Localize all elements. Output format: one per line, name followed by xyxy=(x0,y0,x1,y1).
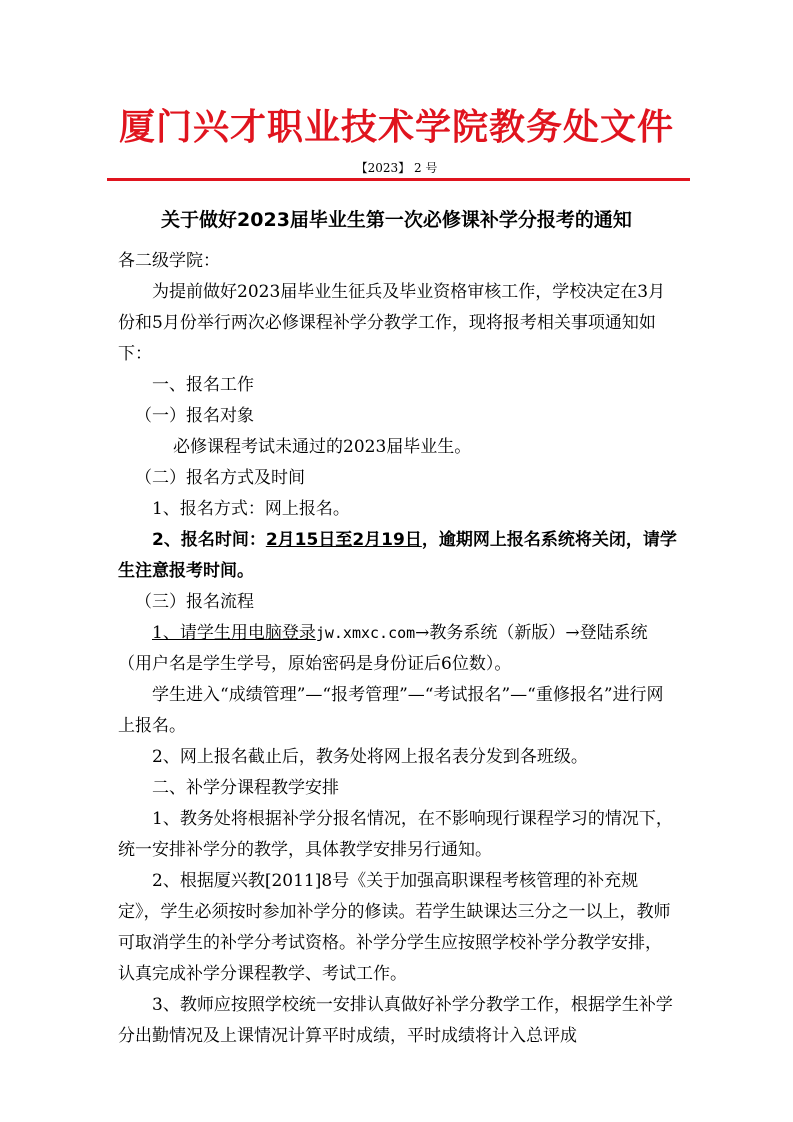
registration-time-suffix: ，逾期网上报名系统将关闭，请学生注意报考时间。 xyxy=(118,530,677,581)
document-number: 【2023】 2 号 xyxy=(355,161,438,175)
registration-method: 1、报名方式：网上报名。 xyxy=(152,499,350,519)
system-url-link[interactable]: jw.xmxc.com xyxy=(315,624,416,642)
section-1-3-heading: （三）报名流程 xyxy=(135,592,254,612)
section-2-item-2: 2、根据厦兴教[2011]8号《关于加强高职课程考核管理的补充规定》，学生必须按时参加补学分的修读。若学生缺课达三分之一以上，教师可取消学生的补学分考试资格。补学分学生应按照学校补学分教学安排，认真完成补学分课程教学、考试工作。 xyxy=(118,871,671,984)
section-2-item-3: 3、教师应按照学校统一安排认真做好补学分教学工作，根据学生补学分出勤情况及上课情况计算平时成绩，平时成绩将计入总评成 xyxy=(118,995,673,1046)
registration-dates: 2月15日至2月19日 xyxy=(265,530,422,550)
registration-distribution: 2、网上报名截止后，教务处将网上报名表分发到各班级。 xyxy=(152,747,588,767)
section-1-1-heading: （一）报名对象 xyxy=(135,406,254,426)
section-1-heading: 一、报名工作 xyxy=(152,375,254,395)
section-1-1-text: 必修课程考试未通过的2023届毕业生。 xyxy=(173,437,472,457)
org-header-title: 厦门兴才职业技术学院教务处文件 xyxy=(118,106,674,148)
login-steps-rest: →教务系统（新版）→登陆系统（用户名是学生学号，原始密码是身份证后6位数）。 xyxy=(118,623,648,674)
registration-steps xyxy=(118,618,678,680)
login-instruction: 1、请学生用电脑登录 xyxy=(152,623,316,643)
registration-time-prefix: 2、报名时间： xyxy=(152,530,266,550)
salutation: 各二级学院： xyxy=(118,251,220,271)
intro-paragraph: 为提前做好2023届毕业生征兵及毕业资格审核工作，学校决定在3月份和5月份举行两次必修课程补学分教学工作，现将报考相关事项通知如下： xyxy=(118,282,666,364)
registration-time xyxy=(118,525,678,587)
menu-path-text: 学生进入“成绩管理”—“报考管理”—“考试报名”—“重修报名”进行网上报名。 xyxy=(118,685,664,736)
red-divider-line xyxy=(107,178,690,181)
notice-body xyxy=(118,246,678,1052)
section-1-2-heading: （二）报名方式及时间 xyxy=(135,468,305,488)
section-2-heading: 二、补学分课程教学安排 xyxy=(152,778,339,798)
notice-title: 关于做好2023届毕业生第一次必修课补学分报考的通知 xyxy=(161,209,632,231)
section-2-item-1: 1、教务处将根据补学分报名情况，在不影响现行课程学习的情况下，统一安排补学分的教学，具体教学安排另行通知。 xyxy=(118,809,673,860)
